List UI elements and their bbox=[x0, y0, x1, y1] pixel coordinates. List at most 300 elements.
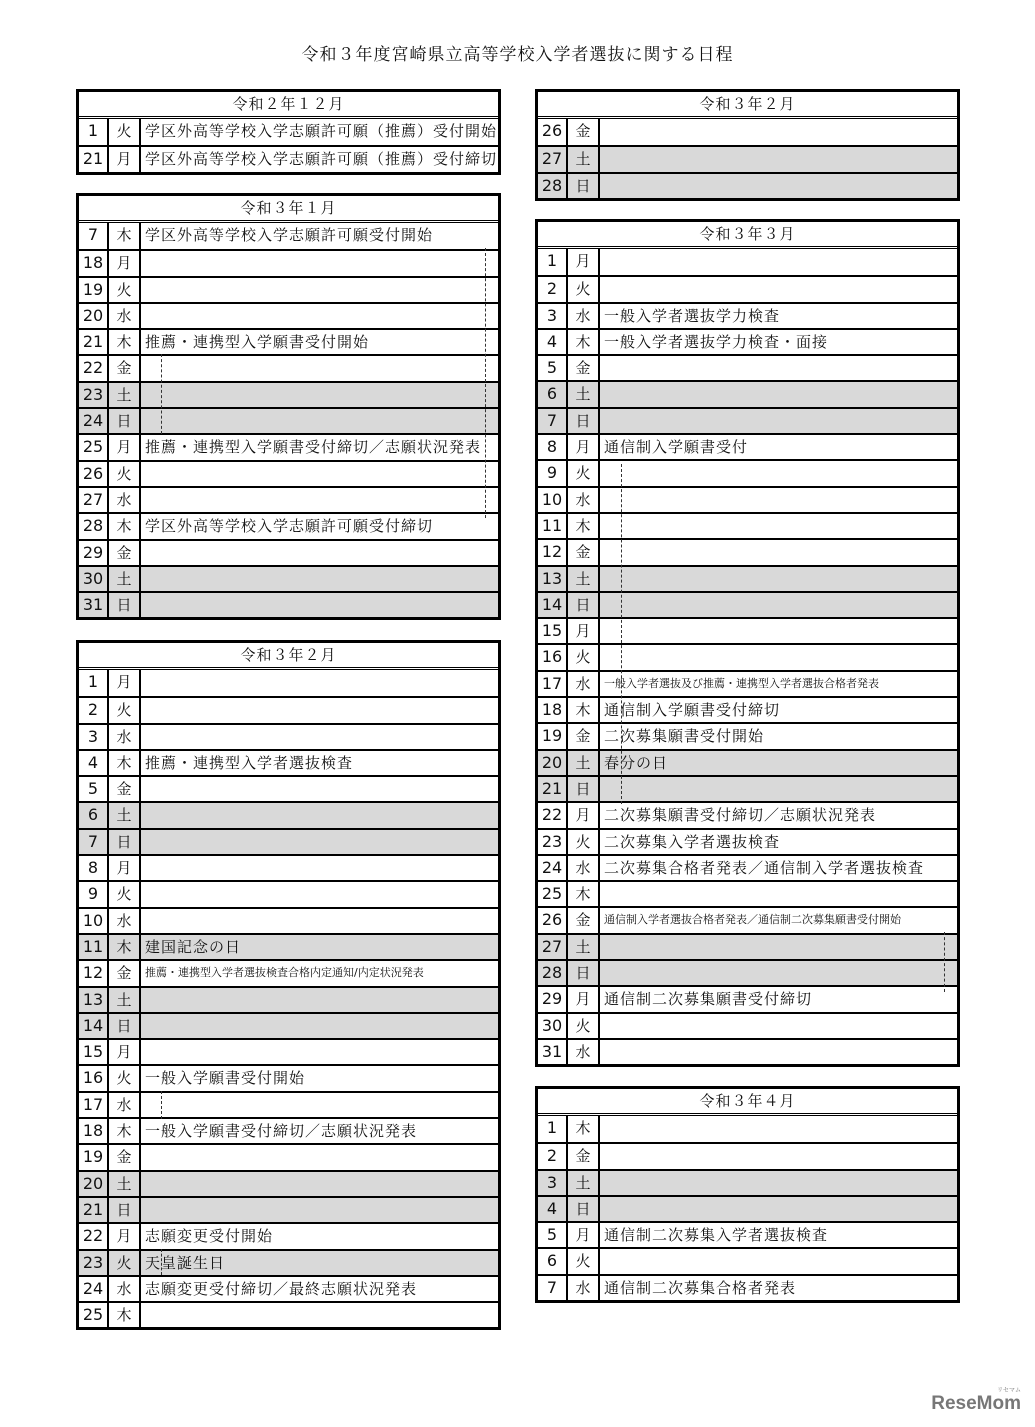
event-text bbox=[141, 670, 498, 696]
weekday: 金 bbox=[568, 724, 600, 748]
weekday: 木 bbox=[109, 514, 141, 538]
day-number: 6 bbox=[538, 382, 568, 406]
event-text bbox=[600, 1116, 957, 1142]
day-number: 31 bbox=[79, 593, 109, 617]
weekday: 日 bbox=[568, 593, 600, 617]
event-text: 一般入学願書受付締切／志願状況発表 bbox=[145, 1122, 418, 1141]
calendar-row bbox=[79, 801, 498, 827]
day-number: 13 bbox=[538, 567, 568, 591]
event-text bbox=[141, 1198, 498, 1222]
event-text bbox=[600, 935, 957, 959]
weekday: 金 bbox=[568, 356, 600, 380]
weekday: 水 bbox=[568, 488, 600, 512]
event-text: 志願変更受付締切／最終志願状況発表 bbox=[145, 1279, 418, 1298]
calendar-row bbox=[79, 145, 498, 171]
calendar-row bbox=[79, 749, 498, 775]
event-text bbox=[141, 1014, 498, 1038]
calendar-row bbox=[79, 328, 498, 354]
calendar-row bbox=[538, 354, 957, 380]
weekday: 木 bbox=[109, 223, 141, 249]
day-number: 2 bbox=[79, 698, 109, 722]
event-text: 建国記念の日 bbox=[145, 937, 242, 956]
calendar-row bbox=[538, 906, 957, 932]
calendar-row bbox=[538, 801, 957, 827]
event-text bbox=[600, 356, 957, 380]
event-text: 二次募集入学者選抜検査 bbox=[604, 832, 781, 851]
weekday: 月 bbox=[568, 987, 600, 1011]
event-text bbox=[141, 803, 498, 827]
event-text: 一般入学者選抜及び推薦・連携型入学者選抜合格者発表 bbox=[604, 676, 879, 690]
day-number: 11 bbox=[538, 514, 568, 538]
event-text bbox=[141, 1303, 498, 1327]
day-number: 2 bbox=[538, 277, 568, 301]
calendar-row bbox=[79, 276, 498, 302]
day-number: 21 bbox=[538, 777, 568, 801]
range-dash-line bbox=[621, 464, 622, 804]
calendar-row bbox=[79, 986, 498, 1012]
event-text: 通信制入学願書受付 bbox=[604, 438, 749, 457]
day-number: 18 bbox=[79, 251, 109, 275]
event-text bbox=[600, 593, 957, 617]
day-number: 16 bbox=[79, 1066, 109, 1090]
weekday: 月 bbox=[109, 147, 141, 171]
weekday: 木 bbox=[568, 514, 600, 538]
event-text: 一般入学者選抜学力検査・面接 bbox=[604, 332, 829, 351]
day-number: 28 bbox=[79, 514, 109, 538]
day-number: 14 bbox=[79, 1014, 109, 1038]
calendar-row bbox=[538, 775, 957, 801]
weekday: 月 bbox=[568, 435, 600, 459]
weekday: 火 bbox=[568, 1249, 600, 1273]
calendar-row bbox=[79, 460, 498, 486]
day-number: 30 bbox=[538, 1014, 568, 1038]
calendar-row bbox=[79, 249, 498, 275]
weekday: 土 bbox=[568, 382, 600, 406]
day-number: 23 bbox=[538, 830, 568, 854]
weekday: 木 bbox=[109, 330, 141, 354]
day-number: 25 bbox=[538, 882, 568, 906]
weekday: 水 bbox=[568, 672, 600, 696]
calendar-row bbox=[538, 670, 957, 696]
day-number: 6 bbox=[79, 803, 109, 827]
weekday: 火 bbox=[109, 119, 141, 145]
event-text: 天皇誕生日 bbox=[145, 1253, 226, 1272]
day-number: 7 bbox=[538, 409, 568, 433]
weekday: 月 bbox=[568, 619, 600, 643]
day-number: 8 bbox=[538, 435, 568, 459]
event-text bbox=[600, 147, 957, 171]
event-text bbox=[141, 356, 498, 380]
event-text bbox=[600, 1171, 957, 1195]
weekday: 金 bbox=[568, 1144, 600, 1168]
day-number: 3 bbox=[538, 304, 568, 328]
calendar-row bbox=[538, 459, 957, 485]
weekday: 火 bbox=[109, 698, 141, 722]
weekday: 金 bbox=[568, 908, 600, 932]
weekday: 金 bbox=[568, 119, 600, 145]
event-text bbox=[600, 645, 957, 669]
day-number: 9 bbox=[538, 461, 568, 485]
range-dash-line bbox=[161, 1249, 162, 1275]
calendar-row bbox=[79, 354, 498, 380]
calendar-row bbox=[79, 1170, 498, 1196]
weekday: 火 bbox=[568, 645, 600, 669]
calendar-row bbox=[538, 854, 957, 880]
weekday: 水 bbox=[109, 1277, 141, 1301]
calendar-row bbox=[79, 1038, 498, 1064]
month-header: 令和３年４月 bbox=[538, 1089, 957, 1116]
month-header: 令和３年２月 bbox=[538, 92, 957, 119]
calendar-row bbox=[538, 302, 957, 328]
day-number: 4 bbox=[538, 1197, 568, 1221]
calendar-row bbox=[79, 933, 498, 959]
event-text bbox=[600, 1197, 957, 1221]
day-number: 1 bbox=[538, 1116, 568, 1142]
day-number: 16 bbox=[538, 645, 568, 669]
day-number: 1 bbox=[79, 119, 109, 145]
day-number: 28 bbox=[538, 174, 568, 198]
day-number: 20 bbox=[79, 304, 109, 328]
range-dash-line bbox=[944, 932, 945, 992]
event-text: 推薦・連携型入学願書受付開始 bbox=[145, 333, 370, 352]
calendar-row bbox=[79, 1275, 498, 1301]
event-text: 通信制二次募集合格者発表 bbox=[604, 1278, 797, 1297]
weekday: 月 bbox=[568, 1223, 600, 1247]
calendar-row bbox=[538, 1038, 957, 1064]
weekday: 日 bbox=[109, 1198, 141, 1222]
day-number: 7 bbox=[79, 830, 109, 854]
calendar-row bbox=[538, 959, 957, 985]
event-text bbox=[600, 277, 957, 301]
event-text: 通信制二次募集入学者選抜検査 bbox=[604, 1226, 829, 1245]
weekday: 火 bbox=[109, 882, 141, 906]
weekday: 日 bbox=[568, 777, 600, 801]
day-number: 28 bbox=[538, 961, 568, 985]
event-text: 推薦・連携型入学願書受付締切／志願状況発表 bbox=[145, 438, 482, 457]
calendar-row bbox=[538, 880, 957, 906]
day-number: 24 bbox=[79, 409, 109, 433]
event-text bbox=[600, 461, 957, 485]
weekday: 土 bbox=[568, 567, 600, 591]
weekday: 土 bbox=[568, 751, 600, 775]
weekday: 水 bbox=[109, 488, 141, 512]
event-text bbox=[141, 251, 498, 275]
weekday: 水 bbox=[568, 1276, 600, 1300]
calendar-table-2021-02-part1 bbox=[76, 640, 501, 1330]
day-number: 15 bbox=[79, 1040, 109, 1064]
day-number: 1 bbox=[79, 670, 109, 696]
calendar-row bbox=[538, 512, 957, 538]
calendar-row bbox=[538, 407, 957, 433]
day-number: 3 bbox=[79, 725, 109, 749]
day-number: 7 bbox=[79, 223, 109, 249]
calendar-row bbox=[79, 1222, 498, 1248]
weekday: 土 bbox=[109, 567, 141, 591]
logo-kana: リセマム bbox=[997, 1388, 1021, 1394]
calendar-row bbox=[79, 880, 498, 906]
day-number: 26 bbox=[538, 908, 568, 932]
calendar-row bbox=[538, 617, 957, 643]
day-number: 2 bbox=[538, 1144, 568, 1168]
day-number: 29 bbox=[79, 541, 109, 565]
weekday: 木 bbox=[568, 1116, 600, 1142]
day-number: 3 bbox=[538, 1171, 568, 1195]
event-text: 推薦・連携型入学者選抜検査 bbox=[145, 753, 354, 772]
calendar-row bbox=[538, 1247, 957, 1273]
weekday: 水 bbox=[109, 304, 141, 328]
calendar-row bbox=[538, 985, 957, 1011]
calendar-row bbox=[538, 722, 957, 748]
calendar-row bbox=[538, 1142, 957, 1168]
event-text: 通信制入学願書受付締切 bbox=[604, 701, 781, 720]
resemom-logo bbox=[931, 1388, 1021, 1415]
day-number: 18 bbox=[79, 1119, 109, 1143]
day-number: 17 bbox=[79, 1093, 109, 1117]
calendar-row bbox=[79, 1064, 498, 1090]
calendar-row bbox=[538, 380, 957, 406]
calendar-row bbox=[538, 275, 957, 301]
day-number: 13 bbox=[79, 988, 109, 1012]
day-number: 21 bbox=[79, 1198, 109, 1222]
calendar-row bbox=[538, 538, 957, 564]
day-number: 26 bbox=[538, 119, 568, 145]
weekday: 火 bbox=[109, 462, 141, 486]
calendar-row bbox=[79, 119, 498, 145]
calendar-row bbox=[79, 723, 498, 749]
weekday: 木 bbox=[568, 698, 600, 722]
calendar-row bbox=[538, 486, 957, 512]
calendar-row bbox=[79, 696, 498, 722]
day-number: 10 bbox=[79, 909, 109, 933]
calendar-row bbox=[538, 643, 957, 669]
day-number: 25 bbox=[79, 1303, 109, 1327]
weekday: 月 bbox=[109, 1040, 141, 1064]
logo-text: ReseMom bbox=[931, 1393, 1021, 1414]
weekday: 金 bbox=[109, 541, 141, 565]
weekday: 木 bbox=[568, 882, 600, 906]
event-text bbox=[600, 777, 957, 801]
day-number: 7 bbox=[538, 1276, 568, 1300]
event-text bbox=[141, 698, 498, 722]
calendar-row bbox=[79, 854, 498, 880]
day-number: 20 bbox=[538, 751, 568, 775]
event-text bbox=[600, 382, 957, 406]
calendar-row bbox=[538, 328, 957, 354]
weekday: 水 bbox=[109, 1093, 141, 1117]
weekday: 月 bbox=[109, 856, 141, 880]
day-number: 29 bbox=[538, 987, 568, 1011]
weekday: 金 bbox=[109, 777, 141, 801]
event-text bbox=[141, 856, 498, 880]
day-number: 24 bbox=[538, 856, 568, 880]
calendar-row bbox=[79, 1012, 498, 1038]
calendar-table-2021-01 bbox=[76, 193, 501, 620]
calendar-row bbox=[79, 828, 498, 854]
day-number: 27 bbox=[79, 488, 109, 512]
weekday: 月 bbox=[568, 803, 600, 827]
event-text bbox=[600, 619, 957, 643]
calendar-row bbox=[538, 145, 957, 171]
weekday: 日 bbox=[109, 593, 141, 617]
day-number: 17 bbox=[538, 672, 568, 696]
event-text bbox=[141, 462, 498, 486]
day-number: 8 bbox=[79, 856, 109, 880]
event-text bbox=[141, 909, 498, 933]
calendar-row bbox=[79, 223, 498, 249]
calendar-row bbox=[79, 1143, 498, 1169]
calendar-row bbox=[538, 749, 957, 775]
calendar-row bbox=[79, 959, 498, 985]
day-number: 25 bbox=[79, 435, 109, 459]
weekday: 木 bbox=[109, 1119, 141, 1143]
weekday: 土 bbox=[109, 988, 141, 1012]
day-number: 26 bbox=[79, 462, 109, 486]
day-number: 11 bbox=[79, 935, 109, 959]
day-number: 19 bbox=[79, 1145, 109, 1169]
day-number: 27 bbox=[538, 935, 568, 959]
weekday: 水 bbox=[568, 856, 600, 880]
calendar-table-2021-03 bbox=[535, 219, 960, 1067]
event-text: 春分の日 bbox=[604, 753, 669, 772]
event-text bbox=[600, 249, 957, 275]
day-number: 5 bbox=[79, 777, 109, 801]
calendar-row bbox=[538, 1012, 957, 1038]
weekday: 月 bbox=[109, 251, 141, 275]
weekday: 水 bbox=[568, 304, 600, 328]
calendar-row bbox=[538, 591, 957, 617]
day-number: 21 bbox=[79, 330, 109, 354]
event-text: 志願変更受付開始 bbox=[145, 1227, 274, 1246]
event-text bbox=[600, 409, 957, 433]
weekday: 木 bbox=[109, 1303, 141, 1327]
event-text: 通信制二次募集願書受付締切 bbox=[604, 990, 813, 1009]
weekday: 日 bbox=[109, 1014, 141, 1038]
weekday: 日 bbox=[568, 174, 600, 198]
weekday: 日 bbox=[568, 409, 600, 433]
event-text bbox=[600, 567, 957, 591]
event-text bbox=[600, 174, 957, 198]
event-text bbox=[600, 961, 957, 985]
weekday: 水 bbox=[109, 725, 141, 749]
event-text bbox=[141, 278, 498, 302]
event-text bbox=[600, 119, 957, 145]
event-text: 学区外高等学校入学志願許可願（推薦）受付締切 bbox=[145, 150, 498, 169]
weekday: 木 bbox=[109, 935, 141, 959]
calendar-row bbox=[79, 539, 498, 565]
event-text bbox=[141, 882, 498, 906]
event-text bbox=[600, 1249, 957, 1273]
event-text bbox=[141, 1093, 498, 1117]
calendar-row bbox=[538, 1116, 957, 1142]
weekday: 土 bbox=[568, 935, 600, 959]
day-number: 10 bbox=[538, 488, 568, 512]
month-header: 令和３年３月 bbox=[538, 222, 957, 249]
weekday: 火 bbox=[109, 1066, 141, 1090]
day-number: 12 bbox=[538, 540, 568, 564]
event-text: 推薦・連携型入学者選抜検査合格内定通知/内定状況発表 bbox=[145, 966, 424, 980]
calendar-row bbox=[79, 512, 498, 538]
event-text: 二次募集願書受付締切／志願状況発表 bbox=[604, 806, 877, 825]
event-text bbox=[141, 830, 498, 854]
event-text bbox=[141, 777, 498, 801]
weekday: 月 bbox=[568, 249, 600, 275]
weekday: 土 bbox=[568, 147, 600, 171]
calendar-row bbox=[79, 565, 498, 591]
day-number: 30 bbox=[79, 567, 109, 591]
calendar-row bbox=[79, 381, 498, 407]
event-text: 一般入学者選抜学力検査 bbox=[604, 306, 781, 325]
calendar-row bbox=[79, 670, 498, 696]
event-text bbox=[141, 541, 498, 565]
day-number: 31 bbox=[538, 1040, 568, 1064]
event-text bbox=[141, 488, 498, 512]
calendar-row bbox=[79, 1117, 498, 1143]
calendar-row bbox=[79, 1249, 498, 1275]
weekday: 木 bbox=[568, 330, 600, 354]
month-header: 令和３年１月 bbox=[79, 196, 498, 223]
calendar-row bbox=[79, 407, 498, 433]
weekday: 土 bbox=[109, 1172, 141, 1196]
event-text: 学区外高等学校入学志願許可願受付開始 bbox=[145, 226, 434, 244]
event-text bbox=[600, 1144, 957, 1168]
day-number: 14 bbox=[538, 593, 568, 617]
day-number: 27 bbox=[538, 147, 568, 171]
event-text bbox=[141, 1172, 498, 1196]
day-number: 20 bbox=[79, 1172, 109, 1196]
calendar-table-2021-02-part2 bbox=[535, 89, 960, 201]
weekday: 月 bbox=[109, 1224, 141, 1248]
weekday: 金 bbox=[109, 356, 141, 380]
day-number: 22 bbox=[79, 356, 109, 380]
event-text: 通信制入学者選抜合格者発表／通信制二次募集願書受付開始 bbox=[604, 913, 901, 927]
weekday: 日 bbox=[109, 830, 141, 854]
weekday: 土 bbox=[109, 803, 141, 827]
weekday: 日 bbox=[568, 961, 600, 985]
event-text: 学区外高等学校入学志願許可願（推薦）受付開始 bbox=[145, 122, 498, 140]
day-number: 24 bbox=[79, 1277, 109, 1301]
weekday: 火 bbox=[568, 1014, 600, 1038]
calendar-row bbox=[538, 1195, 957, 1221]
event-text bbox=[141, 383, 498, 407]
day-number: 23 bbox=[79, 1251, 109, 1275]
calendar-row bbox=[538, 1169, 957, 1195]
day-number: 23 bbox=[79, 383, 109, 407]
calendar-row bbox=[538, 933, 957, 959]
event-text: 二次募集願書受付開始 bbox=[604, 727, 765, 746]
event-text bbox=[600, 1014, 957, 1038]
event-text bbox=[141, 593, 498, 617]
calendar-row bbox=[79, 1091, 498, 1117]
event-text bbox=[600, 540, 957, 564]
calendar-row bbox=[79, 907, 498, 933]
day-number: 12 bbox=[79, 961, 109, 985]
calendar-row bbox=[538, 119, 957, 145]
weekday: 金 bbox=[568, 540, 600, 564]
day-number: 22 bbox=[79, 1224, 109, 1248]
weekday: 土 bbox=[568, 1171, 600, 1195]
event-text bbox=[141, 567, 498, 591]
calendar-row bbox=[538, 828, 957, 854]
range-dash-line bbox=[161, 354, 162, 434]
day-number: 19 bbox=[79, 278, 109, 302]
weekday: 金 bbox=[109, 961, 141, 985]
day-number: 5 bbox=[538, 1223, 568, 1247]
weekday: 火 bbox=[568, 830, 600, 854]
day-number: 9 bbox=[79, 882, 109, 906]
event-text bbox=[600, 488, 957, 512]
calendar-row bbox=[538, 249, 957, 275]
day-number: 18 bbox=[538, 698, 568, 722]
